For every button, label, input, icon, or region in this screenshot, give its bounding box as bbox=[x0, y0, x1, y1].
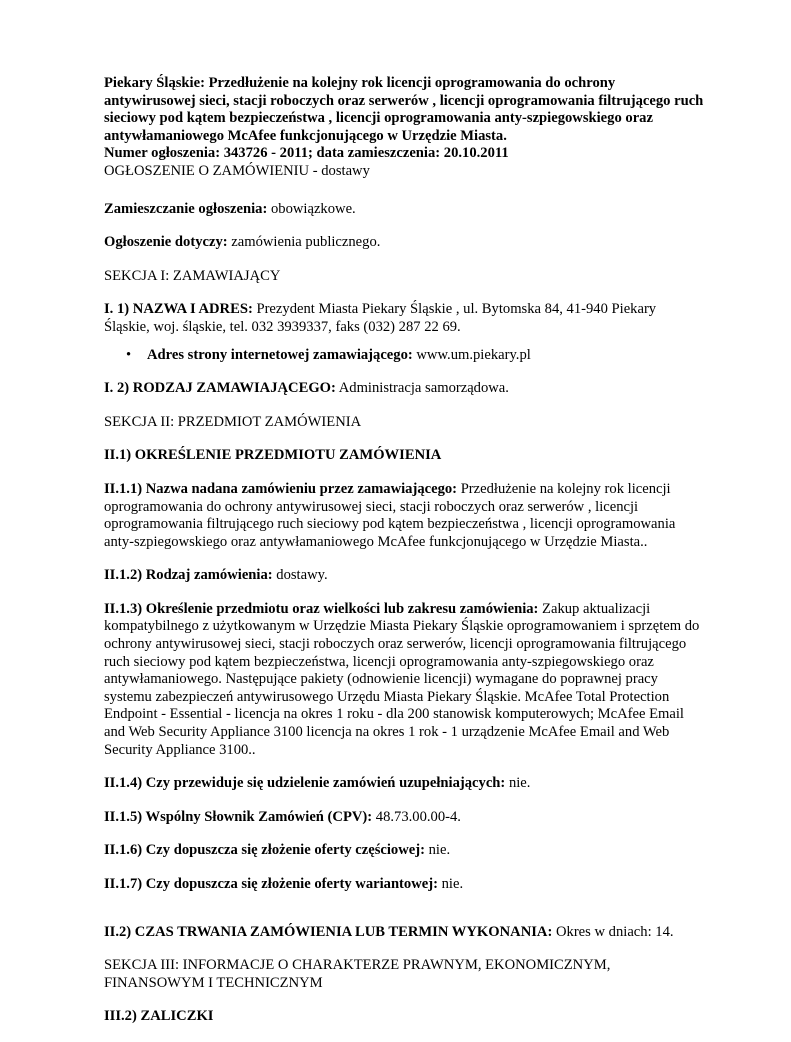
concerns-row bbox=[104, 234, 704, 252]
duration-row bbox=[104, 924, 704, 942]
website-label: Adres strony internetowej zamawiającego: bbox=[147, 346, 413, 363]
partial-offer-label: II.1.6) Czy dopuszcza się złożenie oferty częściowej: bbox=[104, 842, 425, 859]
bullet-icon: • bbox=[126, 346, 132, 363]
notice-type: OGŁOSZENIE O ZAMÓWIENIU - dostawy bbox=[104, 162, 370, 179]
notice-header bbox=[104, 75, 704, 181]
notice-number-line: Numer ogłoszenia: 343726 - 2011; data zamieszczenia: 20.10.2011 bbox=[104, 145, 509, 162]
partial-offer-value: nie. bbox=[424, 842, 451, 859]
concerns-label: Ogłoszenie dotyczy: bbox=[104, 234, 228, 251]
name-address-value: Prezydent Miasta Piekary Śląskie , ul. Bytomska 84, 41-940 Piekary Śląskie, woj. śląskie, tel. 032 3939337, faks (032) 287 22 69. bbox=[104, 301, 657, 335]
order-type-label: II.1.2) Rodzaj zamówienia: bbox=[104, 567, 273, 584]
website-list bbox=[104, 347, 704, 365]
variant-offer-row bbox=[104, 876, 704, 894]
variant-offer-label: II.1.7) Czy dopuszcza się złożenie oferty wariantowej: bbox=[104, 876, 438, 892]
order-scope-row bbox=[104, 601, 704, 759]
posting-value: obowiązkowe. bbox=[267, 200, 356, 217]
posting-row bbox=[104, 201, 704, 219]
concerns-value: zamówienia publicznego. bbox=[227, 234, 381, 251]
ordering-party-type-value: Administracja samorządowa. bbox=[335, 380, 509, 397]
order-scope-value: Zakup aktualizacji kompatybilnego z użytkowanym w Urzędzie Miasta Piekary Śląskie oprogramowaniem i sprzętem do ochrony antywirusowej sieci, stacji roboczych oraz serwerów, licencji oprogramowania filtrującego ruch sieciowy pod kątem bezpieczeństwa, licencji oprogramowania anty-szpiegowskiego oraz antywłamaniowego. Następujące pakiety (odnowienie licencji) wymagane do poprawnej pracy systemu zabezpieczeń antywirusowego Urzędu Miasta Piekary Śląskie. McAfee Total Protection Endpoint - Essential - licencja na okres 1 roku - dla 200 stanowisk komputerowych; McAfee Email and Web Security Appliance 3100 licencja na okres 1 rok - 1 urządzenie McAfee Email and Web Security Appliance 3100.. bbox=[104, 600, 700, 758]
duration-label: II.2) CZAS TRWANIA ZAMÓWIENIA LUB TERMIN WYKONANIA: bbox=[104, 923, 553, 940]
order-type-value: dostawy. bbox=[272, 567, 328, 584]
section-2-heading: SEKCJA II: PRZEDMIOT ZAMÓWIENIA bbox=[104, 413, 362, 430]
notice-title: Piekary Śląskie: Przedłużenie na kolejny rok licencji oprogramowania do ochrony antywirusowej sieci, stacji roboczych oraz serwerów , licencji oprogramowania filtrującego ruch sieciowy pod kątem bezpieczeństwa , licencji oprogramowania anty-szpiegowskiego oraz antywłamaniowego McAfee funkcjonującego w Urzędzie Miasta. bbox=[104, 75, 704, 144]
cpv-label: II.1.5) Wspólny Słownik Zamówień (CPV): bbox=[104, 808, 373, 825]
supplementary-orders-value: nie. bbox=[505, 775, 531, 792]
advances-heading: III.2) ZALICZKI bbox=[104, 1008, 214, 1025]
subject-definition-heading: II.1) OKREŚLENIE PRZEDMIOTU ZAMÓWIENIA bbox=[104, 447, 442, 464]
name-address-row bbox=[104, 301, 704, 336]
name-address-label: I. 1) NAZWA I ADRES: bbox=[104, 301, 253, 318]
ordering-party-type-label: I. 2) RODZAJ ZAMAWIAJĄCEGO: bbox=[104, 380, 336, 397]
ordering-party-type-row bbox=[104, 380, 704, 398]
cpv-value: 48.73.00.00-4. bbox=[372, 808, 461, 825]
document-page bbox=[104, 75, 704, 1042]
section-3-heading: SEKCJA III: INFORMACJE O CHARAKTERZE PRAWNYM, EKONOMICZNYM, FINANSOWYM I TECHNICZNYM bbox=[104, 957, 611, 991]
order-scope-label: II.1.3) Określenie przedmiotu oraz wielkości lub zakresu zamówienia: bbox=[104, 600, 539, 617]
cpv-row bbox=[104, 809, 704, 827]
posting-label: Zamieszczanie ogłoszenia: bbox=[104, 200, 268, 217]
website-value: www.um.piekary.pl bbox=[412, 346, 531, 363]
supplementary-orders-label: II.1.4) Czy przewiduje się udzielenie zamówień uzupełniających: bbox=[104, 775, 506, 792]
variant-offer-value: nie. bbox=[437, 876, 464, 892]
order-name-value: Przedłużenie na kolejny rok licencji oprogramowania do ochrony antywirusowej sieci, stacji roboczych oraz serwerów , licencji oprogramowania filtrującego ruch sieciowy pod kątem bezpieczeństwa , licencji oprogramowania anty-szpiegowskiego oraz antywłamaniowego McAfee funkcjonującego w Urzędzie Miasta.. bbox=[104, 480, 676, 550]
section-1-heading: SEKCJA I: ZAMAWIAJĄCY bbox=[104, 267, 281, 284]
order-name-label: II.1.1) Nazwa nadana zamówieniu przez zamawiającego: bbox=[104, 480, 458, 497]
supplementary-orders-row bbox=[104, 775, 704, 793]
partial-offer-row bbox=[104, 842, 704, 860]
duration-value: Okres w dniach: 14. bbox=[552, 923, 674, 940]
order-name-row bbox=[104, 481, 704, 551]
website-item bbox=[126, 347, 704, 365]
order-type-row bbox=[104, 567, 704, 585]
